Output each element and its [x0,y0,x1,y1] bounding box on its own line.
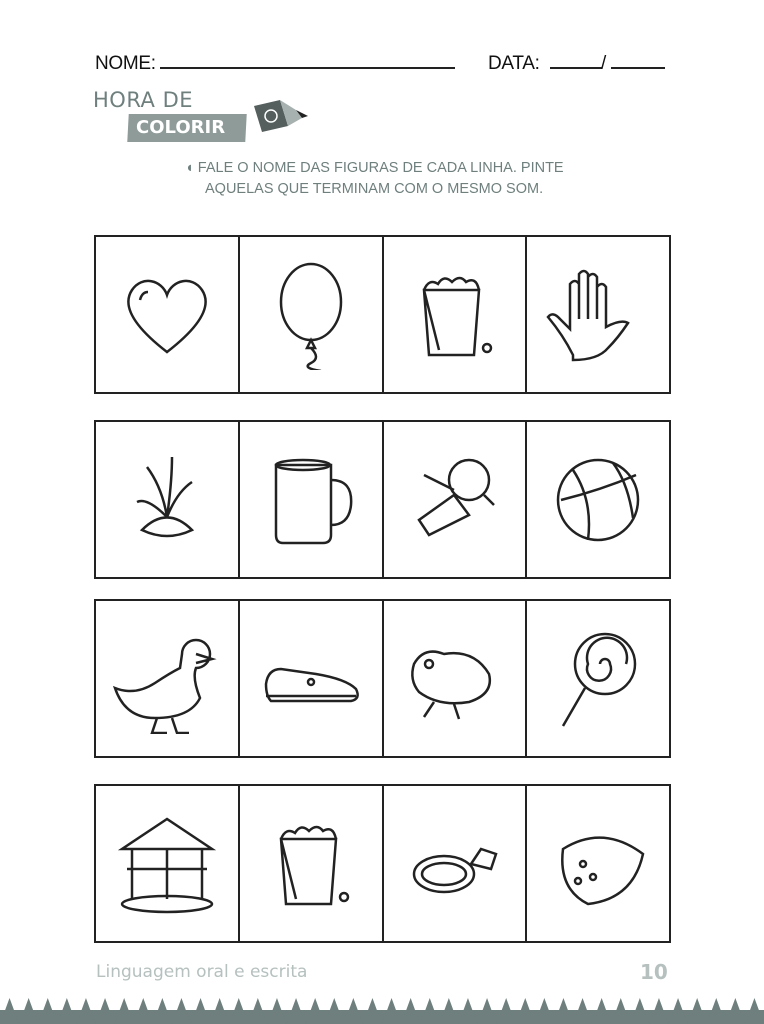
footer-subject: Linguagem oral e escrita [96,962,308,982]
picture-cell-ring[interactable] [384,786,528,941]
date-label: DATA: [488,53,540,74]
page-number: 10 [640,960,668,984]
picture-cell-popcorn[interactable] [384,237,528,392]
pencil-icon [250,98,310,134]
zigzag-border [0,996,764,1024]
picture-row [94,235,671,394]
picture-cell-pastry[interactable] [527,786,669,941]
title-line2: COLORIR [136,117,226,138]
balloon-picture [256,260,366,370]
title-line1: HORA DE [93,88,194,112]
picture-cell-ball[interactable] [527,422,669,577]
picture-cell-doll[interactable] [384,422,528,577]
bullet-icon: ◖ [185,160,198,176]
name-label: NOME: [95,53,156,74]
date-month-field[interactable] [611,67,665,69]
popcorn-picture [399,260,509,370]
date-day-field[interactable] [550,67,602,69]
picture-cell-balloon[interactable] [240,237,384,392]
picture-row [94,784,671,943]
picture-cell-heart[interactable] [96,237,240,392]
picture-row [94,599,671,758]
duck-picture [112,624,222,734]
frog-picture [399,624,509,734]
ball-picture [543,445,653,555]
shoe-picture [256,624,366,734]
ring-picture [399,809,509,919]
hand-picture [543,260,653,370]
date-separator: / [601,53,606,74]
picture-cell-hand[interactable] [527,237,669,392]
picture-cell-shoe[interactable] [240,601,384,756]
name-field[interactable] [160,67,455,69]
pastry-picture [543,809,653,919]
picture-cell-lollipop[interactable] [527,601,669,756]
picture-cell-radish[interactable] [96,422,240,577]
picture-cell-frog[interactable] [384,601,528,756]
popcorn-picture [256,809,366,919]
instruction-line2: AQUELAS QUE TERMINAM COM O MESMO SOM. [205,181,544,197]
instructions [185,158,615,200]
heart-picture [112,260,222,370]
picture-cell-duck[interactable] [96,601,240,756]
instruction-line1: FALE O NOME DAS FIGURAS DE CADA LINHA. PINTE [197,160,564,176]
picture-cell-mug[interactable] [240,422,384,577]
picture-cell-popcorn[interactable] [240,786,384,941]
lollipop-picture [543,624,653,734]
radish-picture [112,445,222,555]
picture-row [94,420,671,579]
mug-picture [256,445,366,555]
carousel-picture [112,809,222,919]
doll-picture [399,445,509,555]
picture-cell-carousel[interactable] [96,786,240,941]
